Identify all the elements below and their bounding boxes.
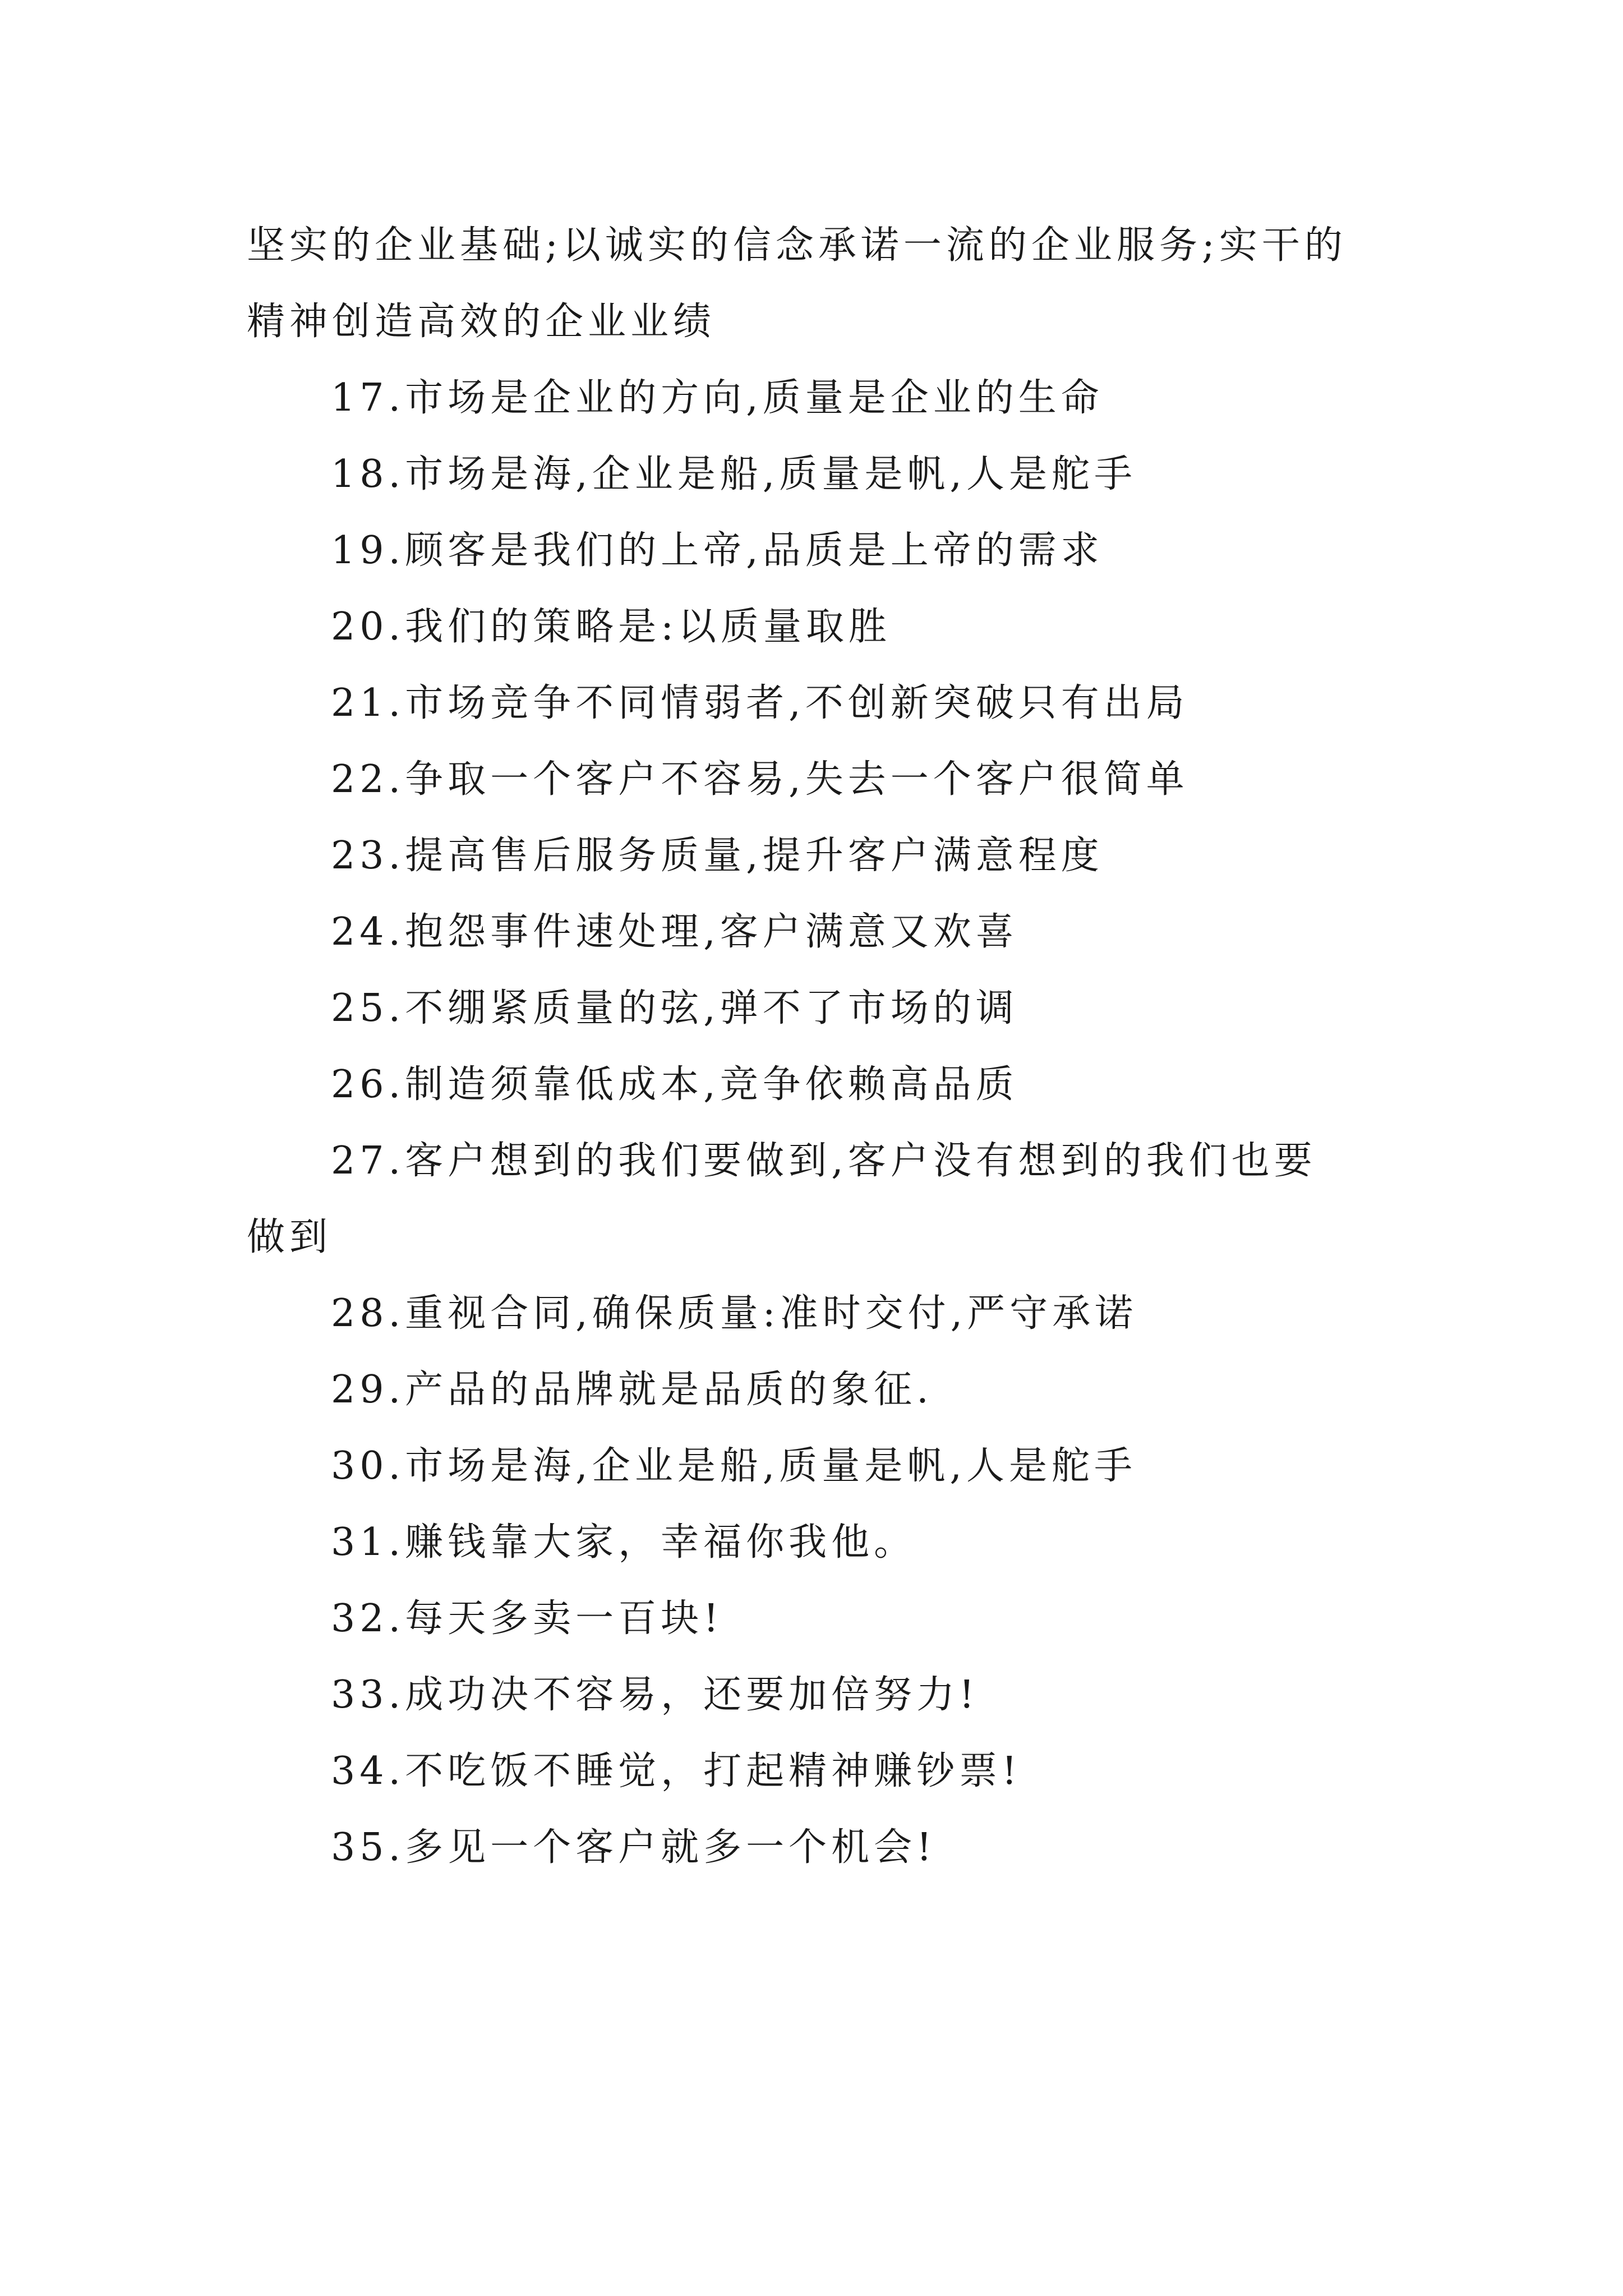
list-item: 35.多见一个客户就多一个机会! [331,1825,937,1870]
list-item [247,1123,1391,1276]
list-item: 20.我们的策略是:以质量取胜 [331,605,892,649]
list-item: 29.产品的品牌就是品质的象征. [331,1368,933,1412]
intro-line-1: 坚实的企业基础;以诚实的信念承诺一流的企业服务;实干的 [247,223,1347,268]
list-item: 19.顾客是我们的上帝,品质是上帝的需求 [331,528,1104,573]
intro-line-2: 精神创造高效的企业业绩 [247,300,716,344]
document-body [247,208,1391,1886]
list-item: 18.市场是海,企业是船,质量是帆,人是舵手 [331,452,1137,496]
list-item: 31.赚钱靠大家，幸福你我他。 [331,1520,917,1565]
list-item: 25.不绷紧质量的弦,弹不了市场的调 [331,986,1018,1030]
list-item: 26.制造须靠低成本,竞争依赖高品质 [331,1062,1018,1107]
intro-paragraph [247,208,1391,360]
list-item-continuation: 做到 [247,1215,333,1259]
list-item: 28.重视合同,确保质量:准时交付,严守承诺 [331,1291,1138,1336]
list-item: 30.市场是海,企业是船,质量是帆,人是舵手 [331,1444,1137,1488]
list-item: 17.市场是企业的方向,质量是企业的生命 [331,376,1104,420]
list-item: 34.不吃饭不睡觉，打起精神赚钞票! [331,1749,1022,1793]
list-item: 22.争取一个客户不容易,失去一个客户很简单 [331,757,1189,802]
list-item: 21.市场竞争不同情弱者,不创新突破只有出局 [331,681,1189,725]
list-item: 24.抱怨事件速处理,客户满意又欢喜 [331,910,1018,954]
list-item: 23.提高售后服务质量,提升客户满意程度 [331,834,1104,878]
list-item: 33.成功决不容易，还要加倍努力! [331,1673,979,1717]
list-item-text: 27.客户想到的我们要做到,客户没有想到的我们也要 [331,1139,1317,1183]
list-item: 32.每天多卖一百块! [331,1596,723,1641]
